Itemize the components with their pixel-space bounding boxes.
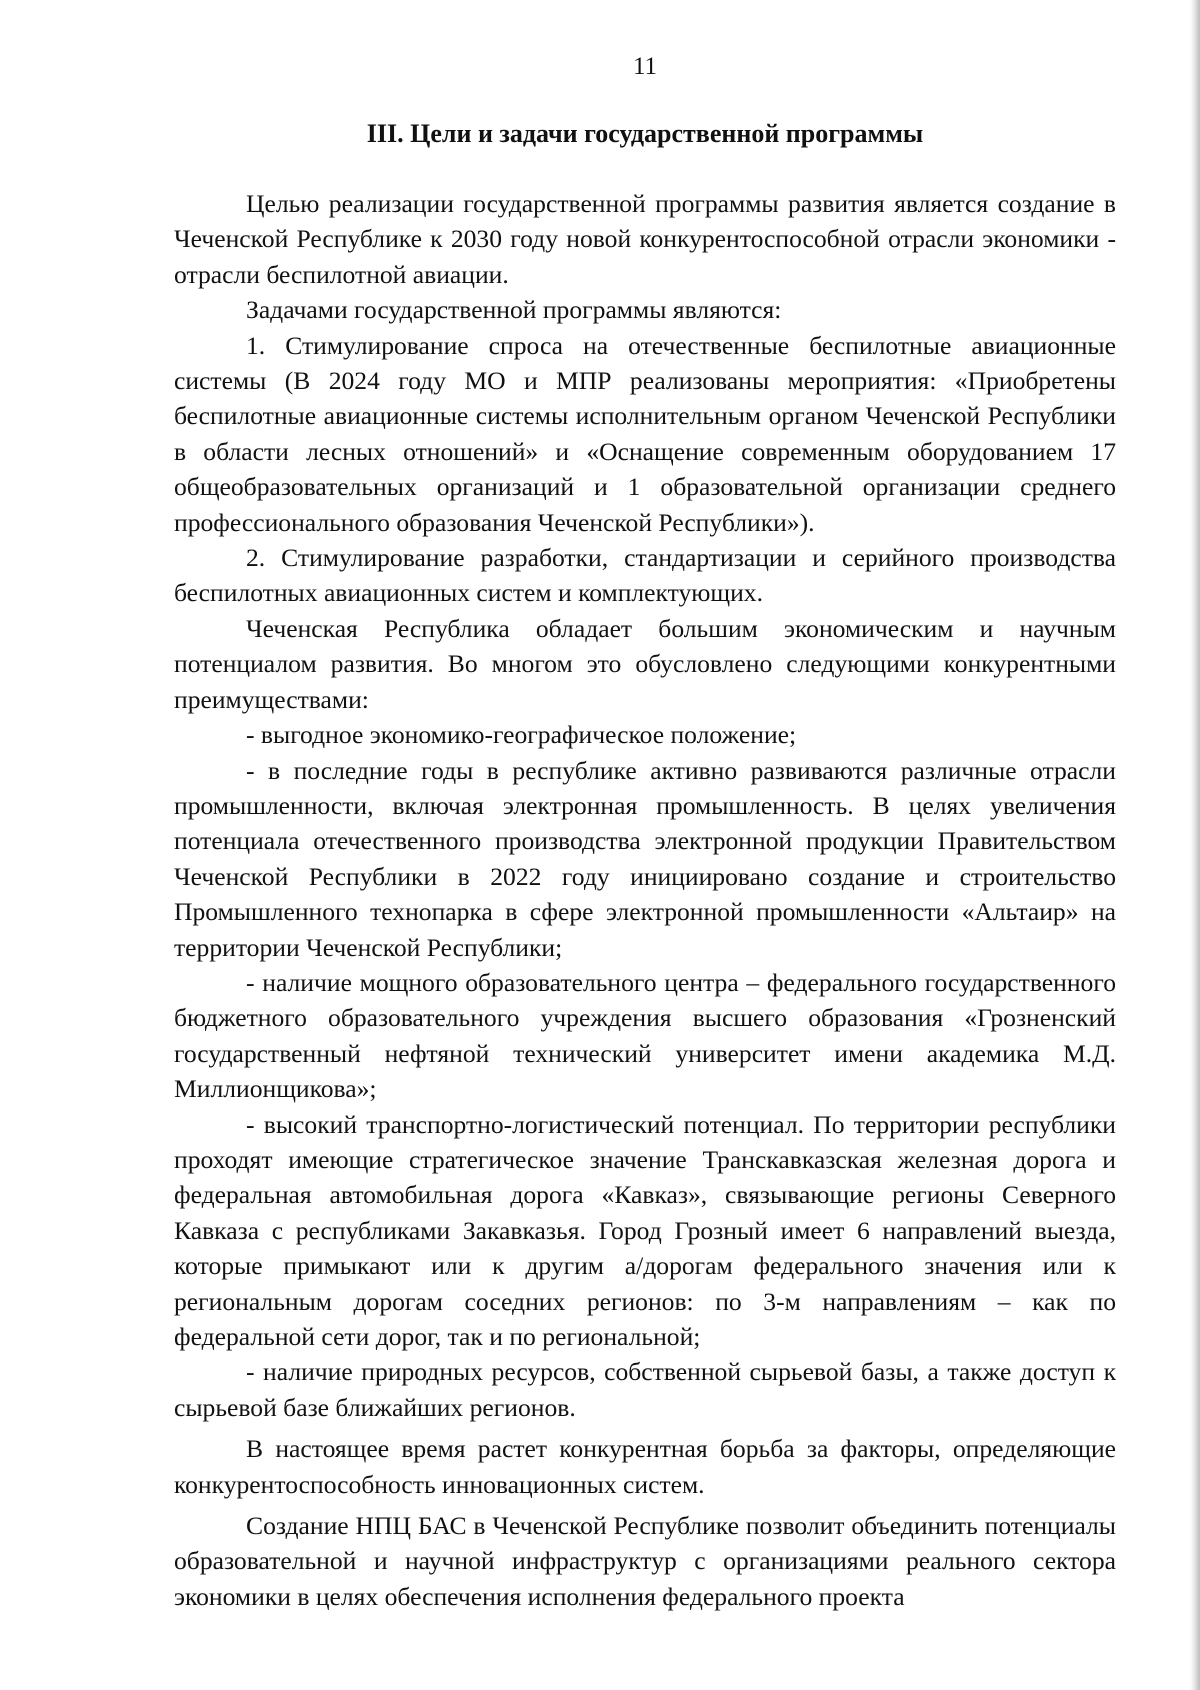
paragraph-potential: Чеченская Республика обладает большим экономическим и научным потенциалом развития. Во многом это обусловлено следующими конкурентными преимуществами: bbox=[174, 613, 1116, 714]
page-edge-shadow bbox=[1190, 0, 1200, 1690]
list-item-location: - выгодное экономико-географическое положение; bbox=[246, 720, 797, 750]
paragraph-task-2: 2. Стимулирование разработки, стандартизации и серийного производства беспилотных авиационных систем и комплектующих. bbox=[174, 543, 1116, 608]
list-item-resources: - наличие природных ресурсов, собственной сырьевой базы, а также доступ к сырьевой базе ближайших регионов. bbox=[174, 1357, 1116, 1422]
paragraph-tasks-intro: Задачами государственной программы являются: bbox=[246, 295, 782, 325]
section-title: III. Цели и задачи государственной программы bbox=[366, 119, 924, 148]
page-number: 11 bbox=[632, 53, 658, 80]
list-item-industry: - в последние годы в республике активно развиваются различные отрасли промышленности, включая электронная промышленность. В целях увеличения потенциала отечественного производства электронной продукции Правительством Чеченской Республики в 2022 году инициировано создание и строительство Промышленного технопарка в сфере электронной промышленности «Альтаир» на территории Чеченской Республики; bbox=[174, 755, 1116, 962]
paragraph-goal: Целью реализации государственной программы развития является создание в Чеченской Республике к 2030 году новой конкурентоспособной отрасли экономики - отрасли беспилотной авиации. bbox=[174, 189, 1116, 289]
paragraph-npc-bas: Создание НПЦ БАС в Чеченской Республике позволит объединить потенциалы образовательной и научной инфраструктур с организациями реального сектора экономики в целях обеспечения исполнения федерального проекта bbox=[174, 1511, 1116, 1611]
paragraph-task-1: 1. Стимулирование спроса на отечественные беспилотные авиационные системы (В 2024 году МО и МПР реализованы мероприятия: «Приобретены беспилотные авиационные системы исполнительным органом Чеченской Республики в области лесных отношений» и «Оснащение современным оборудованием 17 общеобразовательных организаций и 1 образовательной организации среднего профессионального образования Чеченской Республики»). bbox=[174, 330, 1116, 537]
paragraph-competition: В настоящее время растет конкурентная борьба за факторы, определяющие конкурентоспособность инновационных систем. bbox=[174, 1434, 1116, 1499]
list-item-education: - наличие мощного образовательного центра – федерального государственного бюджетного образовательного учреждения высшего образования «Грозненский государственный нефтяной технический университет имени академика М.Д. Миллионщикова»; bbox=[174, 967, 1116, 1104]
document-body bbox=[174, 186, 1116, 1614]
list-item-transport: - высокий транспортно-логистический потенциал. По территории республики проходят имеющие стратегическое значение Транскавказская железная дорога и федеральная автомобильная дорога «Кавказ», связывающие регионы Северного Кавказа с республиками Закавказья. Город Грозный имеет 6 направлений выезда, которые примыкают или к другим а/дорогам федерального значения или к региональным дорогам соседних регионов: по 3-м направлениям – как по федеральной сети дорог, так и по региональной; bbox=[174, 1109, 1116, 1351]
